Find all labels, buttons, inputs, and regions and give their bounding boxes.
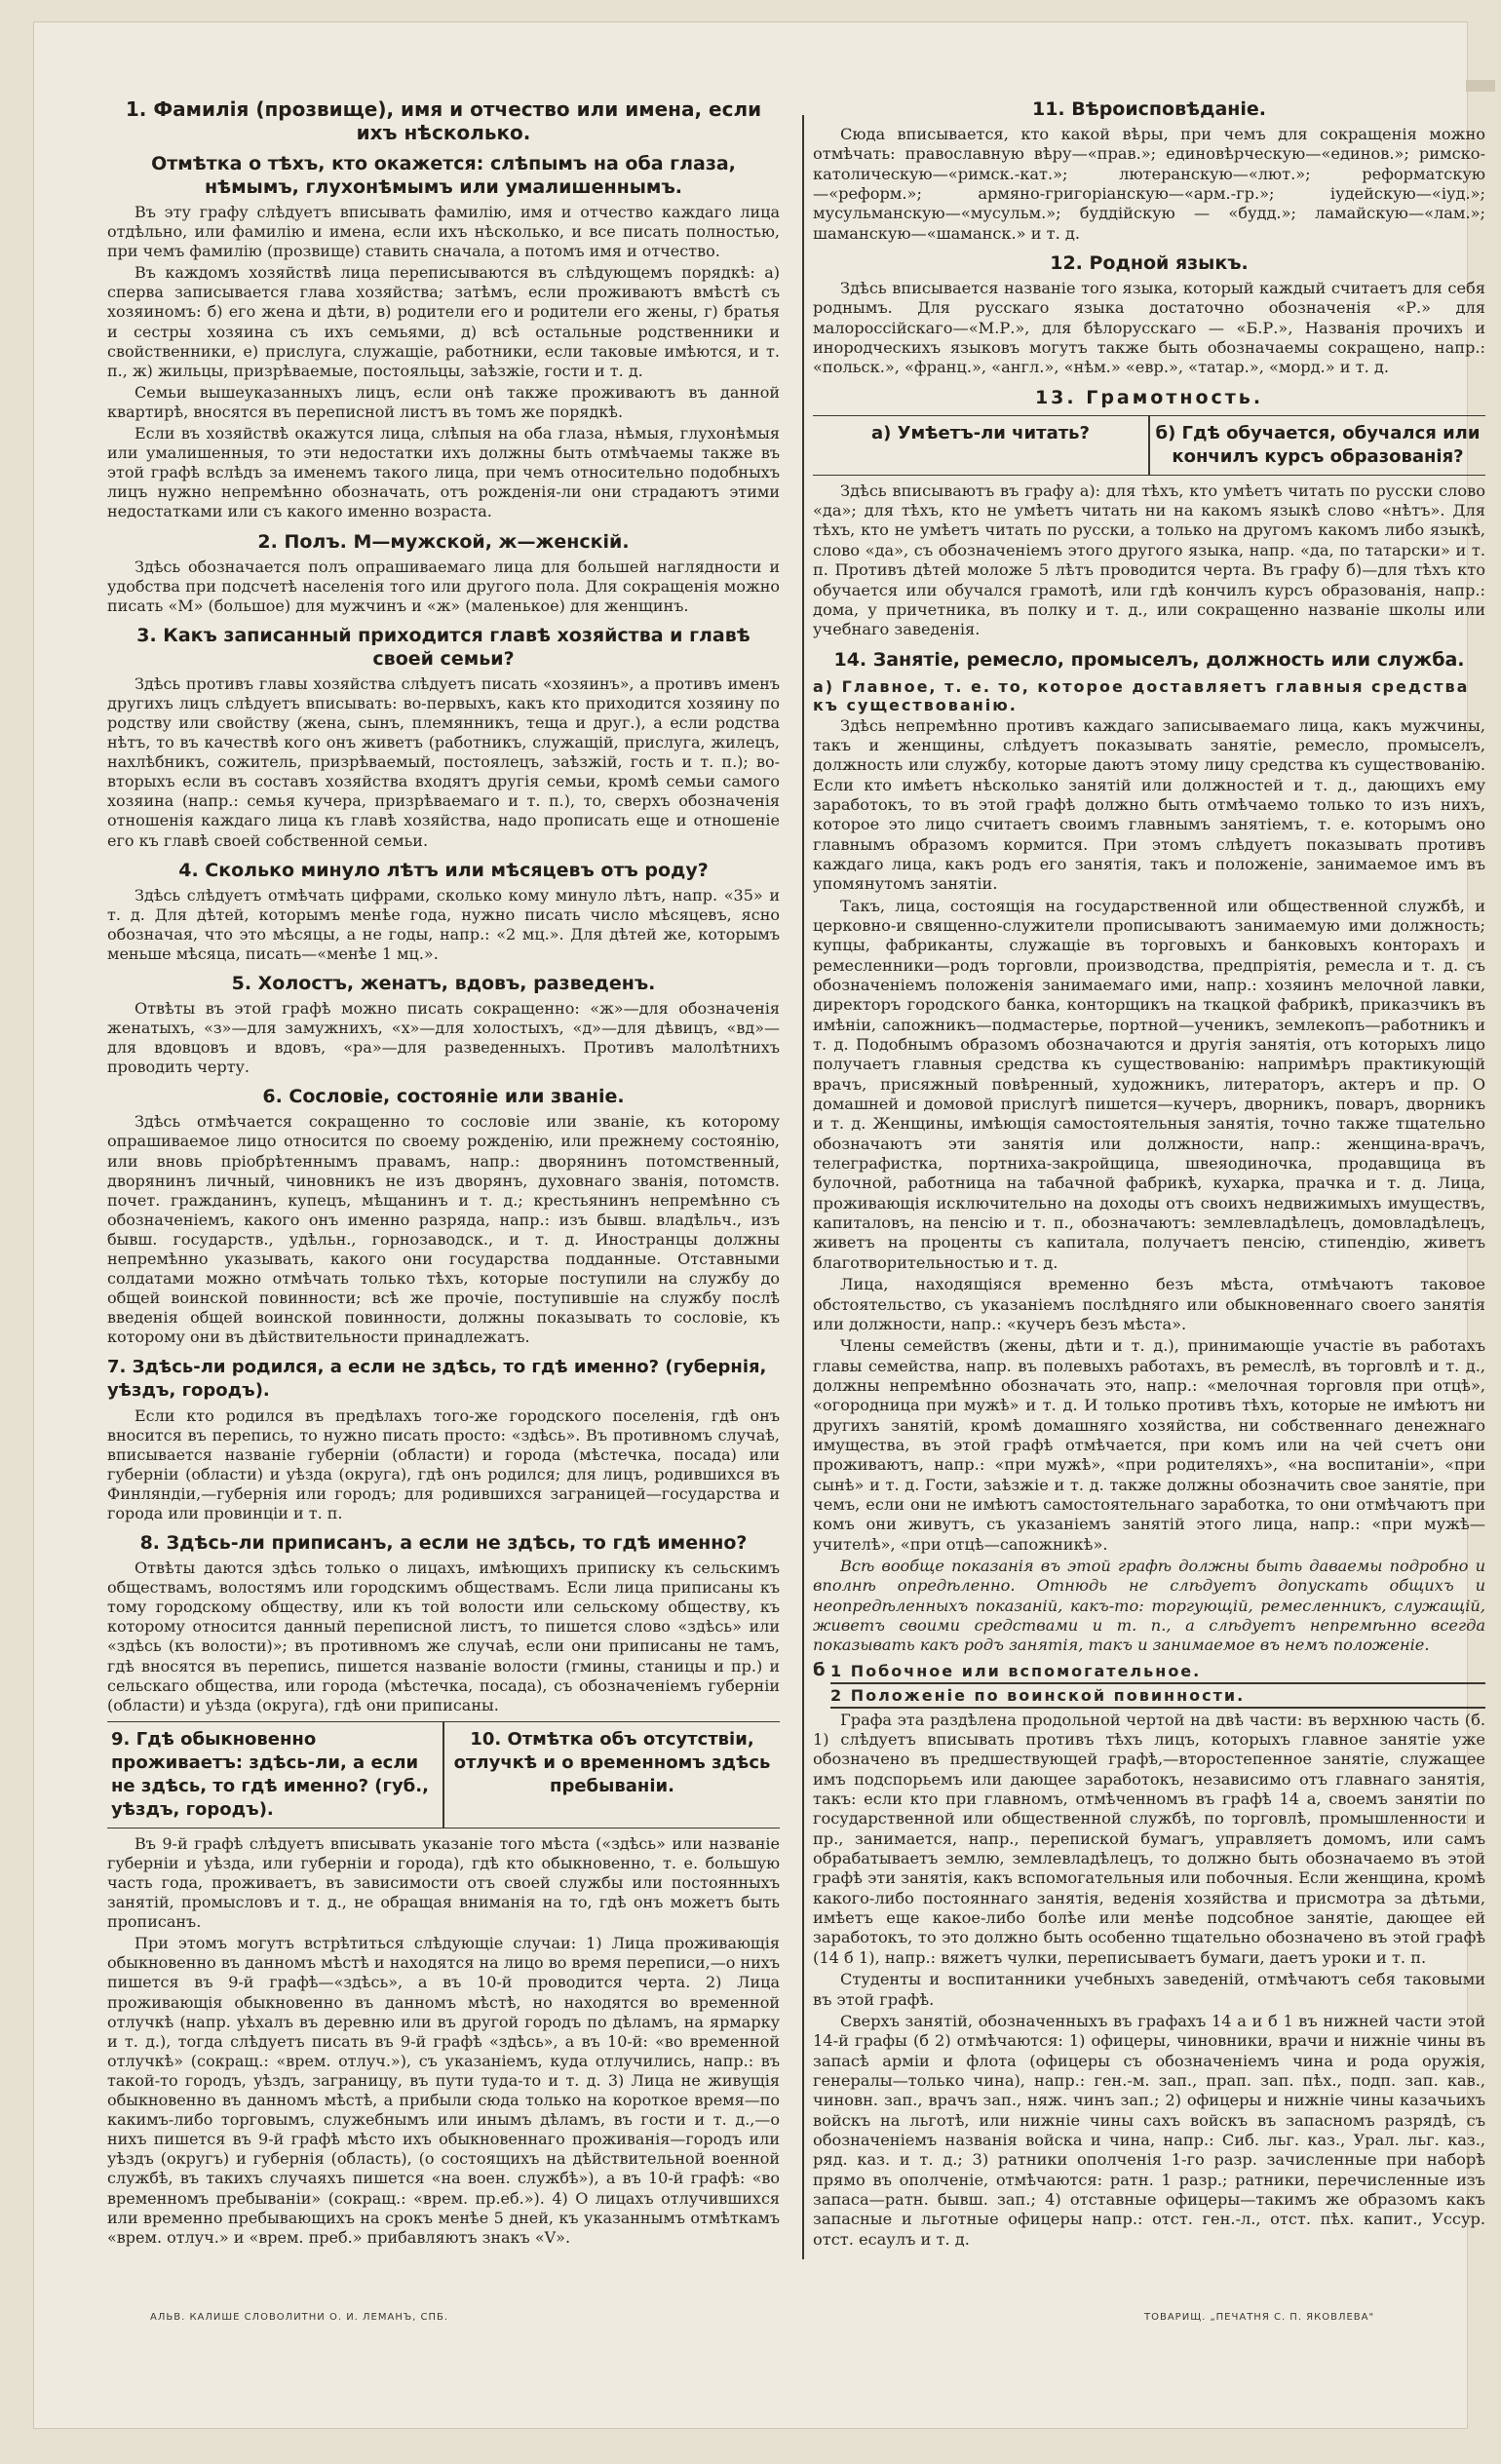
section-1-paragraph: Семьи вышеуказанныхъ лицъ, если онѣ также проживаютъ въ данной квартирѣ, вносятся въ переписной листъ въ томъ же порядкѣ. bbox=[107, 382, 780, 421]
section-5-title: 5. Холостъ, женатъ, вдовъ, разведенъ. bbox=[231, 973, 656, 994]
section-9-cell bbox=[107, 1722, 444, 1828]
right-column bbox=[813, 90, 1485, 2252]
left-column bbox=[107, 90, 780, 2250]
document-sheet bbox=[33, 21, 1485, 2429]
section-13b-cell bbox=[1150, 416, 1485, 475]
section-4-title: 4. Сколько минуло лѣтъ или мѣсяцевъ отъ роду? bbox=[178, 859, 709, 881]
section-2-title: 2. Полъ. М—мужской, ж—женскій. bbox=[257, 530, 630, 553]
section-1-note: Отмѣтка о тѣхъ, кто окажется: слѣпымъ на оба глаза, нѣмымъ, глухонѣмымъ или умалишеннымъ. bbox=[151, 153, 736, 198]
section-14b-paragraph: Сверхъ занятій, обозначенныхъ въ графахъ 14 а и б 1 въ нижней части этой 14-й графы (б 2) отмѣчаются: 1) офицеры, чиновники, врачи и нижніе чины въ запасѣ арміи и флота (офицеры съ обозначеніемъ чина и рода оружія, генералы—только чина), напр.: ген.-м. зап., прап. зап. пѣх., подп. зап. кав., чиновн. зап., врачъ зап., няж. чинъ зап.; 2) офицеры и нижніе чины казачьихъ войскъ на льготѣ, или нижніе чины сахъ войскъ въ запасномъ разрядѣ, съ обозначеніемъ названія войска и чина, напр.: Сиб. льг. каз., Урал. льг. каз., ряд. каз. и т. д.; 3) ратники ополченія 1-го разр. зачисленные при наборѣ прямо въ ополченіе, отмѣчаются: ратн. 1 разр.; ратники, перечисленные изъ запаса—ратн. бывш. зап.; 4) отставные офицеры—такимъ же образомъ какъ запасные и льготные офицеры напр.: отст. ген.-л., отст. пѣх. капит., Уссур. отст. есаулъ и т. д. bbox=[813, 2011, 1485, 2249]
section-14b-number: б bbox=[813, 1659, 827, 1680]
section-14-paragraph: Лица, находящіяся временно безъ мѣста, отмѣчаютъ таковое обстоятельство, съ указаніемъ послѣдняго или обыкновеннаго своего занятія или должности, напр.: «кучеръ безъ мѣста». bbox=[813, 1275, 1485, 1333]
section-10-title: 10. Отмѣтка объ отсутствіи, отлучкѣ и о временномъ здѣсь пребываніи. bbox=[453, 1728, 771, 1796]
section-13a-cell bbox=[813, 416, 1150, 475]
section-13-paragraph: Здѣсь вписываютъ въ графу а): для тѣхъ, кто умѣетъ читать по русски слово «да»; для тѣхъ, кто не умѣетъ читать ни на какомъ языкѣ слово «нѣтъ». Для тѣхъ, кто не умѣетъ читать по русски, а только на другомъ какомъ либо языкѣ, слово «да», съ обозначеніемъ этого другого языка, напр. «да, по татарски» и т. п. Противъ дѣтей моложе 5 лѣтъ проводится черта. Въ графу б)—для тѣхъ кто обучается или обучался грамотѣ, или гдѣ кончилъ курсъ образованія, напр.: дома, у причетника, въ полку и т. д., или сокращенно названіе школы или учебнаго заведенія. bbox=[813, 481, 1485, 639]
section-7-title: 7. Здѣсь-ли родился, а если не здѣсь, то гдѣ именно? (губернія, уѣздъ, городъ). bbox=[107, 1356, 767, 1401]
section-14-paragraph: Здѣсь непремѣнно противъ каждаго записываемаго лица, какъ мужчины, такъ и женщины, слѣдуетъ показывать занятіе, ремесло, промыселъ, должность или службу, которые даютъ этому лицу средства къ существованію. Если кто имѣетъ нѣсколько занятій или должностей и т. д., дающихъ ему заработокъ, то въ этой графѣ должно быть отмѣчаемо только то изъ нихъ, которое это лицо считаетъ своимъ главнымъ занятіемъ, т. е. которымъ оно главнымъ образомъ кормится. При этомъ слѣдуетъ показывать противъ каждаго лица, какъ родъ его занятія, такъ и положеніе, занимаемое имъ въ упомянутомъ занятіи. bbox=[813, 715, 1485, 894]
section-6-title: 6. Сословіе, состояніе или званіе. bbox=[262, 1086, 625, 1108]
section-13-title: 13. Грамотность. bbox=[1034, 386, 1264, 408]
printer-credit-right: ТОВАРИЩ. „ПЕЧАТНЯ С. П. ЯКОВЛЕВА" bbox=[1144, 2312, 1375, 2323]
section-14b-rule bbox=[830, 1682, 1485, 1684]
section-1-paragraph: Въ эту графу слѣдуетъ вписывать фамилію, имя и отчество каждаго лица отдѣльно, или фамилію и имена, если ихъ нѣсколько, и все писать полностью, при чемъ фамилію (прозвище) ставить сначала, а потомъ имя и отчество. bbox=[107, 203, 780, 261]
section-1-title: 1. Фамилія (прозвище), имя и отчество или имена, если ихъ нѣсколько. bbox=[125, 97, 762, 144]
section-14b1-title: 1 Побочное или вспомогательное. bbox=[830, 1661, 1202, 1680]
section-4-paragraph: Здѣсь слѣдуетъ отмѣчать цифрами, сколько кому минуло лѣтъ, напр. «35» и т. д. Для дѣтей, которымъ менѣе года, нужно писать число мѣсяцевъ, ясно обозначая, что это мѣсяцы, а не годы, напр.: «2 мц.». Для дѣтей же, которымъ меньше мѣсяца, писать—«менѣе 1 мц.». bbox=[107, 885, 780, 963]
section-3-paragraph: Здѣсь противъ главы хозяйства слѣдуетъ писать «хозяинъ», а противъ именъ другихъ лицъ слѣдуетъ вписывать: во-первыхъ, какъ кто приходится хозяину по родству или свойству (жена, сынъ, племянникъ, теща и друг.), а если родства нѣтъ, то въ качествѣ кого онъ живетъ (работникъ, служащій, прислуга, жилецъ, нахлѣбникъ, сожитель, призрѣваемый, постоялецъ, заѣзжій, гость и т. п.); во-вторыхъ если въ составъ хозяйства входятъ другія семьи, кромѣ семьи самого хозяина (напр.: семья кучера, призрѣваемаго и т. п.), то, сверхъ обозначенія отношенія каждаго лица къ главѣ хозяйства, надо прописать еще и отношеніе его къ главѣ своей собственной семьи. bbox=[107, 674, 780, 850]
section-11-title: 11. Вѣроисповѣданіе. bbox=[1031, 98, 1267, 120]
section-14-paragraph: Члены семействъ (жены, дѣти и т. д.), принимающіе участіе въ работахъ главы семейства, напр. въ полевыхъ работахъ, въ ремеслѣ, въ торговлѣ и т. д., должны непремѣнно обозначать это, напр.: «мелочная торговля при отцѣ», «огородница при мужѣ» и т. д. И только противъ тѣхъ, которые не имѣютъ ни другихъ занятій, кромѣ домашняго хозяйства, ни собственнаго денежнаго имущества, въ этой графѣ отмѣчается, при комъ или на чей счетъ они проживаютъ, напр.: «при мужѣ», «при родителяхъ», «на воспитаніи», «при сынѣ» и т. д. Гости, заѣзжіе и т. д. также должны обозначить свое занятіе, при чемъ, если они не имѣютъ самостоятельнаго заработка, то они отмѣчаютъ при комъ они живутъ, съ указаніемъ занятій этого лица, напр.: «при мужѣ—учителѣ», «при отцѣ—сапожникѣ». bbox=[813, 1336, 1485, 1554]
section-14b-paragraph: Студенты и воспитанники учебныхъ заведеній, отмѣчаютъ себя таковыми въ этой графѣ. bbox=[813, 1970, 1485, 2009]
section-11-paragraph: Сюда вписывается, кто какой вѣры, при чемъ для сокращенія можно отмѣчать: православную вѣру—«прав.»; единовѣрческую—«единов.»; римско-католическую—«римск.-кат.»; лютеранскую—«лют.»; реформатскую—«реформ.»; армяно-григоріанскую—«арм.-гр.»; іудейскую—«іуд.»; мусульманскую—«мусульм.»; буддійскую — «будд.»; ламайскую—«лам.»; шаманскую—«шаманск.» и т. д. bbox=[813, 125, 1485, 243]
column-divider bbox=[802, 115, 804, 2259]
section-1-paragraph: Въ каждомъ хозяйствѣ лица переписываются въ слѣдующемъ порядкѣ: а) сперва записывается глава хозяйства; затѣмъ, если проживаютъ вмѣстѣ съ хозяиномъ: б) его жена и дѣти, в) родители его и родители его жены, г) братья и сестры хозяина съ ихъ семьями, д) всѣ остальные родственники и свойственники, е) прислуга, служащіе, работники, если таковые имѣются, и т. п., ж) жильцы, призрѣваемые, постояльцы, заѣзжіе, гости и т. д. bbox=[107, 263, 780, 380]
section-9-paragraph: При этомъ могутъ встрѣтиться слѣдующіе случаи: 1) Лица проживающія обыкновенно въ данномъ мѣстѣ и находятся на лицо во время переписи,—о нихъ пишется въ 9-й графѣ—«здѣсь», а въ 10-й проводится черта. 2) Лица проживающія обыкновенно въ данномъ мѣстѣ, но находятся во временной отлучкѣ (напр. уѣхалъ въ деревню или въ другой городъ по дѣламъ, на ярмарку и т. д.), тогда слѣдуетъ писать въ 9-й графѣ «здѣсь», а въ 10-й: «во временной отлучкѣ» (сокращ.: «врем. отлуч.»), съ указаніемъ, куда отлучились, напр.: въ такой-то городъ, уѣздъ, заграницу, въ пути туда-то и т. д. 3) Лица не живущія обыкновенно въ данномъ мѣстѣ, а прибыли сюда только на короткое время—по какимъ-либо торговымъ, служебнымъ или инымъ дѣламъ, въ гости и т. д.,—о нихъ пишется въ 9-й графѣ мѣсто ихъ обыкновеннаго проживанія—городъ или уѣздъ (округъ) и губернія (область), (о состоящихъ на дѣйствительной военной службѣ, въ такихъ случаяхъ пишется «на воен. службѣ»), а въ 10-й графѣ: «во временномъ пребываніи» (сокращ.: «врем. пр.еб.»). 4) О лицахъ отлучившихся или временно пребывающихъ на срокъ менѣе 5 дней, къ указаннымъ отмѣткамъ «врем. отлуч.» и «врем. преб.» прибавляютъ знакъ «V». bbox=[107, 1934, 780, 2247]
section-14a-title: а) Главное, т. е. то, которое доставляетъ главныя средства къ существованію. bbox=[813, 676, 1470, 714]
section-10-cell bbox=[444, 1722, 780, 1828]
section-14-title: 14. Занятіе, ремесло, промыселъ, должность или служба. bbox=[833, 648, 1465, 671]
section-13b-title: б) Гдѣ обучается, обучался или кончилъ курсъ образованія? bbox=[1155, 422, 1481, 467]
section-14b-paragraph: Графа эта раздѣлена продольной чертой на двѣ части: въ верхнюю часть (б. 1) слѣдуетъ вписывать противъ тѣхъ лицъ, которыхъ главное занятіе уже обозначено въ предшествующей графѣ,—второстепенное занятіе, служащее имъ подспорьемъ или дающее заработокъ, независимо отъ главнаго занятія, такъ: если кто при главномъ, отмѣченномъ въ графѣ 14 а, своемъ занятіи по государственной или общественной службѣ, по торговлѣ, промышленности и пр., занимается, напр., перепиской бумагъ, управляетъ домомъ, или самъ обрабатываетъ землю, землевладѣлецъ, то должно быть обозначаемо въ этой графѣ эти занятія, какъ вспомогательныя или побочныя. Если женщина, кромѣ какого-либо постояннаго занятія, веденія хозяйства и присмотра за дѣтьми, имѣетъ еще какое-либо болѣе или менѣе подсобное занятіе, дающее ей заработокъ, то это должно быть особенно тщательно обозначено въ этой графѣ (14 б 1), напр.: вяжетъ чулки, переписываетъ бумаги, даетъ уроки и т. п. bbox=[813, 1710, 1485, 1967]
section-9-paragraph: Въ 9-й графѣ слѣдуетъ вписывать указаніе того мѣста («здѣсь» или названіе губерніи и уѣзда, или губерніи и города), гдѣ кто обыкновенно, т. е. большую часть года, проживаетъ, въ зависимости отъ своей службы или постоянныхъ занятій, промысловъ и т. д., не обращая вниманія на то, гдѣ онъ можетъ быть прописанъ. bbox=[107, 1833, 780, 1932]
section-3-title: 3. Какъ записанный приходится главѣ хозяйства и главѣ своей семьи? bbox=[136, 624, 750, 670]
section-8-paragraph: Отвѣты даются здѣсь только о лицахъ, имѣющихъ приписку къ сельскимъ обществамъ, волостямъ или городскимъ обществамъ. Если лица приписаны къ тому городскому обществу, или къ той волости или сельскому обществу, къ которому относится данный переписной листъ, то пишется слово «здѣсь» или «здѣсь (къ волости)»; въ противномъ же случаѣ, если они приписаны не тамъ, гдѣ вносятся въ перепись, пишется названіе волости (гмины, станицы и пр.) и сельскаго общества, или города (мѣстечка, посада), съ обозначеніемъ губерніи (области) и уѣзда (округа), гдѣ они приписаны. bbox=[107, 1559, 780, 1714]
section-1-paragraph: Если въ хозяйствѣ окажутся лица, слѣпыя на оба глаза, нѣмыя, глухонѣмыя или умалишенныя, то эти недостатки ихъ должны быть отмѣчаемы также въ этой графѣ вслѣдъ за именемъ такого лица, при чемъ относительно подобныхъ лицъ нужно непремѣнно обозначать, отъ рожденія-ли они страдаютъ этими недостатками или съ какого именно возраста. bbox=[107, 424, 780, 521]
section-13-header bbox=[813, 415, 1485, 476]
section-14b2-title: 2 Положеніе по воинской повинности. bbox=[830, 1685, 1246, 1705]
printer-credit-left: АЛЬВ. КАЛИШЕ СЛОВОЛИТНИ О. И. ЛЕМАНЪ, СПБ. bbox=[150, 2312, 449, 2323]
section-13a-title: а) Умѣетъ-ли читать? bbox=[871, 422, 1090, 443]
section-14b-header bbox=[813, 1659, 1485, 1709]
section-7-paragraph: Если кто родился въ предѣлахъ того-же городского поселенія, гдѣ онъ вносится въ перепись, то нужно писать просто: «здѣсь». Въ противномъ случаѣ, вписывается названіе губерніи (области) и города (мѣстечка, посада) или губерніи (области) и уѣзда (округа), гдѣ онъ родился; для лицъ, родившихся въ Финляндіи,—губернія или городъ; для родившихся заграницей—государства и города или провинціи и т. п. bbox=[107, 1405, 780, 1522]
section-6-paragraph: Здѣсь отмѣчается сокращенно то сословіе или званіе, къ которому опрашиваемое лицо относится по своему рожденію, или прежнему состоянію, или вновь пріобрѣтеннымъ правамъ, напр.: дворянинъ потомственный, дворянинъ личный, чиновникъ не изъ дворянъ, духовнаго званія, потомств. почет. гражданинъ, купецъ, мѣщанинъ и т. д.; крестьянинъ непремѣнно съ обозначеніемъ, какого онъ именно разряда, напр.: изъ бывш. владѣльч., изъ бывш. государств., удѣльн., горнозаводск., и т. д. Иностранцы должны непремѣнно указывать, какого они государства подданные. Отставными солдатами можно отмѣчать только тѣхъ, которые поступили на службу до общей воинской повинности; всѣ же прочіе, поступившіе на службу послѣ введенія общей воинской повинности, должны показывать то сословіе, къ которому они въ дѣйствительности принадлежатъ. bbox=[107, 1112, 780, 1347]
section-8-title: 8. Здѣсь-ли приписанъ, а если не здѣсь, то гдѣ именно? bbox=[139, 1532, 748, 1555]
section-9-10-header bbox=[107, 1721, 780, 1829]
section-14-paragraph: Такъ, лица, состоящія на государственной или общественной службѣ, и церковно-и священно-служители прописываютъ занимаемую ими должность; купцы, фабриканты, служащіе въ торговыхъ и банковыхъ конторахъ и ремесленники—родъ торговли, производства, предпріятія, ремесла и т. д. съ обозначеніемъ положенія занимаемаго ими, напр.: хозяинъ мелочной лавки, директоръ городского банка, конторщикъ на ткацкой фабрикѣ, приказчикъ въ имѣніи, сапожникъ—подмастерье, портной—ученикъ, землекопъ—работникъ и т. д. Подобнымъ образомъ обозначаются и другія занятія, отъ которыхъ лицо получаетъ главныя средства къ существованію: напримѣръ практикующій врачъ, присяжный повѣренный, художникъ, литераторъ, актеръ и пр. О домашней и домовой прислугѣ пишется—кучеръ, дворникъ, поваръ, дворникъ и т. д. Женщины, имѣющія самостоятельныя занятія, точно также тщательно обозначаютъ эти занятія или должности, напр.: женщина-врачъ, телеграфистка, портниха-закройщица, швеяодиночка, продавщица въ булочной, работница на табачной фабрикѣ, кухарка, прачка и т. д. Лица, проживающія исключительно на доходы отъ своихъ недвижимыхъ имуществъ, капиталовъ, на пенсію и т. п., обозначаютъ: землевладѣлецъ, домовладѣлецъ, живетъ на проценты съ капитала, получаетъ пенсію, стипендію, живетъ благотворительностью и т. д. bbox=[813, 896, 1485, 1272]
section-2-paragraph: Здѣсь обозначается полъ опрашиваемаго лица для большей наглядности и удобства при подсчетѣ населенія того или другого пола. Для сокращенія можно писать «М» (большое) для мужчинъ и «ж» (маленькое) для женщинъ. bbox=[107, 557, 780, 615]
section-14-paragraph: Всѣ вообще показанія въ этой графѣ должны быть даваемы подробно и вполнѣ опредѣленно. Отнюдь не слѣдуетъ допускать общихъ и неопредѣленныхъ показаній, какъ-то: торгующій, ремесленникъ, служащій, живетъ своими средствами и т. п., а слѣдуетъ непремѣнно всегда показывать какъ родъ занятія, такъ и занимаемое въ немъ положеніе. bbox=[813, 1556, 1485, 1655]
section-12-title: 12. Родной языкъ. bbox=[1050, 252, 1249, 275]
section-12-paragraph: Здѣсь вписывается названіе того языка, который каждый считаетъ для себя роднымъ. Для русскаго языка достаточно обозначенія «Р.» для малороссійскаго—«М.Р.», для бѣлорусскаго — «Б.Р.», Названія прочихъ и инородческихъ языковъ могутъ также быть обозначаемы сокращено, напр.: «польск.», «франц.», «англ.», «нѣм.» «евр.», «татар.», «морд.» и т. д. bbox=[813, 279, 1485, 377]
section-14b-rule bbox=[830, 1707, 1485, 1709]
section-5-paragraph: Отвѣты въ этой графѣ можно писать сокращенно: «ж»—для обозначенія женатыхъ, «з»—для замужнихъ, «х»—для холостыхъ, «д»—для дѣвицъ, «вд»—для вдовцовъ и вдовъ, «ра»—для разведенныхъ. Противъ малолѣтнихъ проводить черту. bbox=[107, 999, 780, 1077]
section-9-title: 9. Гдѣ обыкновенно проживаетъ: здѣсь-ли, а если не здѣсь, то гдѣ именно? (губ., уѣздъ, городъ). bbox=[111, 1728, 429, 1820]
